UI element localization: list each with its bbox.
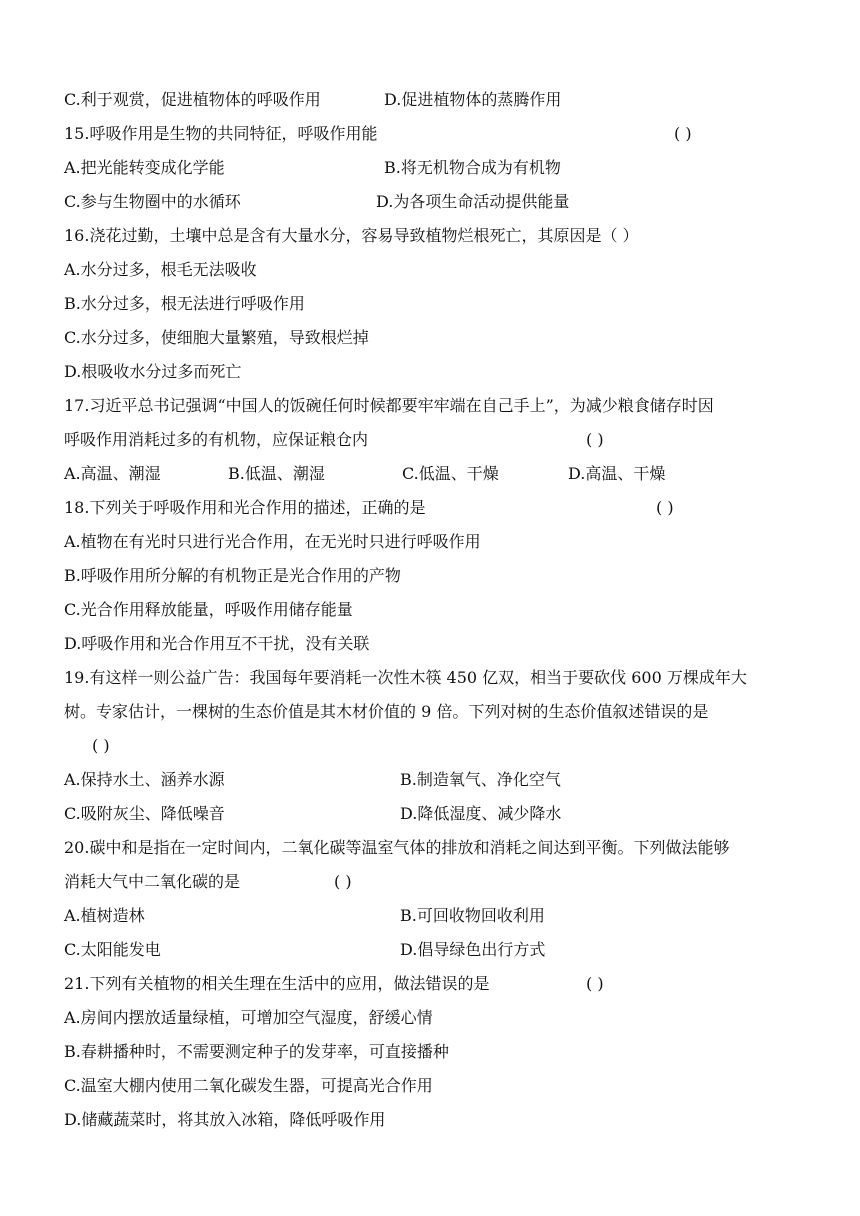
q18-stem-line: [64, 494, 784, 522]
q15-stem-line: [64, 120, 784, 148]
q14-option-d: D.促进植物体的蒸腾作用: [384, 90, 562, 109]
q19-stem-line1: 19.有这样一则公益广告：我国每年要消耗一次性木筷 450 亿双，相当于要砍伐 600 万棵成年大: [64, 668, 747, 687]
q21-answer-blank: ( ): [586, 974, 604, 993]
q16-option-d: D.根吸收水分过多而死亡: [64, 362, 242, 381]
q19-option-c: C.吸附灰尘、降低噪音: [64, 804, 225, 823]
q16-option-b: B.水分过多，根无法进行呼吸作用: [64, 294, 305, 313]
q17-stem: 呼吸作用消耗过多的有机物，应保证粮仓内: [64, 430, 369, 449]
q18-option-a: A.植物在有光时只进行光合作用，在无光时只进行呼吸作用: [64, 532, 481, 551]
q21-stem-line: [64, 970, 704, 998]
q21-option-a: A.房间内摆放适量绿植，可增加空气湿度，舒缓心情: [64, 1008, 433, 1027]
q20-stem: 消耗大气中二氧化碳的是: [64, 872, 241, 891]
q20-stem-line1: 20.碳中和是指在一定时间内，二氧化碳等温室气体的排放和消耗之间达到平衡。下列做法能够: [64, 838, 730, 857]
q20-option-a: A.植树造林: [64, 906, 145, 925]
q16-option-a: A.水分过多，根毛无法吸收: [64, 260, 257, 279]
q18-option-c: C.光合作用释放能量，呼吸作用储存能量: [64, 600, 353, 619]
q20-option-d: D.倡导绿色出行方式: [400, 940, 546, 959]
q17-option-b: B.低温、潮湿: [228, 464, 325, 483]
q18-option-b: B.呼吸作用所分解的有机物正是光合作用的产物: [64, 566, 401, 585]
q17-stem-line2: [64, 426, 764, 454]
q17-options: [64, 460, 804, 488]
q16-stem: 16.浇花过勤，土壤中总是含有大量水分，容易导致植物烂根死亡，其原因是（ ）: [64, 226, 639, 245]
q15-option-c: C.参与生物圈中的水循环: [64, 192, 241, 211]
q17-option-a: A.高温、潮湿: [64, 464, 161, 483]
q21-option-c: C.温室大棚内使用二氧化碳发生器，可提高光合作用: [64, 1076, 433, 1095]
q20-option-b: B.可回收物回收利用: [400, 906, 545, 925]
q19-stem-line2: 树。专家估计，一棵树的生态价值是其木材价值的 9 倍。下列对树的生态价值叙述错误的是: [64, 702, 709, 721]
q19-option-a: A.保持水土、涵养水源: [64, 770, 225, 789]
q19-answer-blank: ( ): [92, 736, 110, 755]
q15-answer-blank: ( ): [674, 124, 692, 143]
q17-option-d: D.高温、干燥: [568, 464, 666, 483]
q21-option-d: D.储藏蔬菜时，将其放入冰箱，降低呼吸作用: [64, 1110, 386, 1129]
q15-stem: 15.呼吸作用是生物的共同特征，呼吸作用能: [64, 124, 378, 143]
q18-option-d: D.呼吸作用和光合作用互不干扰，没有关联: [64, 634, 370, 653]
q14-option-c: C.利于观赏，促进植物体的呼吸作用: [64, 90, 321, 109]
q19-option-b: B.制造氧气、净化空气: [400, 770, 561, 789]
q17-stem-line1: 17.习近平总书记强调“中国人的饭碗任何时候都要牢牢端在自己手上”，为减少粮食储存时因: [64, 396, 714, 415]
q15-option-b: B.将无机物合成为有机物: [384, 158, 561, 177]
q20-stem-line2: [64, 868, 464, 896]
q20-answer-blank: ( ): [334, 872, 352, 891]
q15-option-a: A.把光能转变成化学能: [64, 158, 225, 177]
q17-answer-blank: ( ): [586, 430, 604, 449]
q21-option-b: B.春耕播种时，不需要测定种子的发芽率，可直接播种: [64, 1042, 449, 1061]
q17-option-c: C.低温、干燥: [402, 464, 499, 483]
q16-option-c: C.水分过多，使细胞大量繁殖，导致根烂掉: [64, 328, 369, 347]
q18-answer-blank: ( ): [656, 498, 674, 517]
q21-stem: 21.下列有关植物的相关生理在生活中的应用，做法错误的是: [64, 974, 490, 993]
q19-option-d: D.降低湿度、减少降水: [400, 804, 562, 823]
q15-option-d: D.为各项生命活动提供能量: [376, 192, 570, 211]
q20-option-c: C.太阳能发电: [64, 940, 161, 959]
q18-stem: 18.下列关于呼吸作用和光合作用的描述，正确的是: [64, 498, 426, 517]
